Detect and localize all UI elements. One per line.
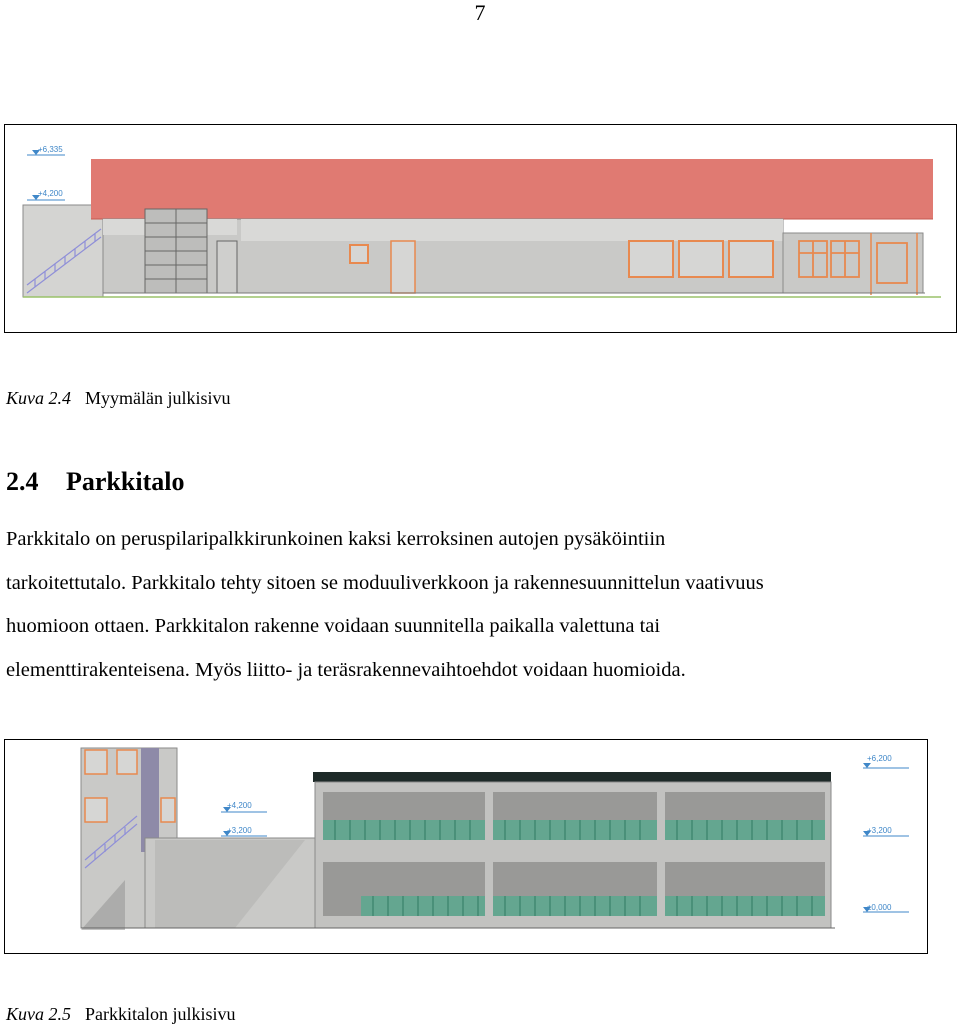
level-marker-roof (27, 189, 65, 200)
section-title: Parkkitalo (66, 467, 185, 496)
level-marker-right-top (863, 754, 909, 768)
figure1-caption-label: Kuva 2.4 (6, 388, 71, 408)
garage-roof-edge (313, 772, 831, 782)
level-marker-right-mid (863, 826, 909, 836)
level-label: +3,200 (227, 826, 252, 835)
section-number: 2.4 (6, 467, 39, 496)
body-line: tarkoitettutalo. Parkkitalo tehty sitoen se moduuliverkkoon ja rakennesuunnittelun vaativuus (6, 571, 764, 594)
level-marker-top (27, 145, 65, 155)
level-label: +6,200 (867, 754, 892, 763)
level-label: +3,200 (867, 826, 892, 835)
section-heading (6, 466, 184, 498)
shop-windows (629, 241, 773, 277)
level-label: +4,200 (38, 189, 63, 198)
level-marker-left-upper (221, 801, 267, 812)
parking-garage-drawing (5, 740, 926, 952)
level-label: ±0,000 (867, 903, 892, 912)
figure2-caption (6, 1003, 236, 1025)
body-line: Parkkitalo on peruspilaripalkkirunkoinen kaksi kerroksinen autojen pysäköintiin (6, 528, 666, 550)
store-elevation-figure (4, 124, 957, 333)
small-window (350, 245, 368, 263)
body-paragraph (6, 518, 956, 692)
figure2-caption-text: Parkkitalon julkisivu (85, 1004, 236, 1024)
level-marker-left-lower (221, 826, 267, 836)
figure2-caption-label: Kuva 2.5 (6, 1004, 71, 1024)
roof (91, 159, 933, 219)
level-marker-right-ground (863, 903, 909, 912)
level-label: +4,200 (227, 801, 252, 810)
figure1-caption-text: Myymälän julkisivu (85, 388, 231, 408)
page-number: 7 (474, 0, 486, 25)
store-elevation-drawing (5, 125, 955, 331)
body-line: elementtirakenteisena. Myös liitto- ja teräsrakennevaihtoehdot voidaan huomioida. (6, 658, 686, 681)
tower-column (141, 748, 159, 852)
level-label: +6,335 (38, 145, 63, 154)
garage-doors (145, 209, 207, 293)
parking-garage-elevation-figure (4, 739, 928, 954)
figure1-caption (6, 387, 231, 409)
annex-wall (783, 233, 923, 293)
entrance-door (391, 241, 415, 293)
body-line: huomioon ottaen. Parkkitalon rakenne voidaan suunnitella paikalla valettuna tai (6, 615, 661, 637)
